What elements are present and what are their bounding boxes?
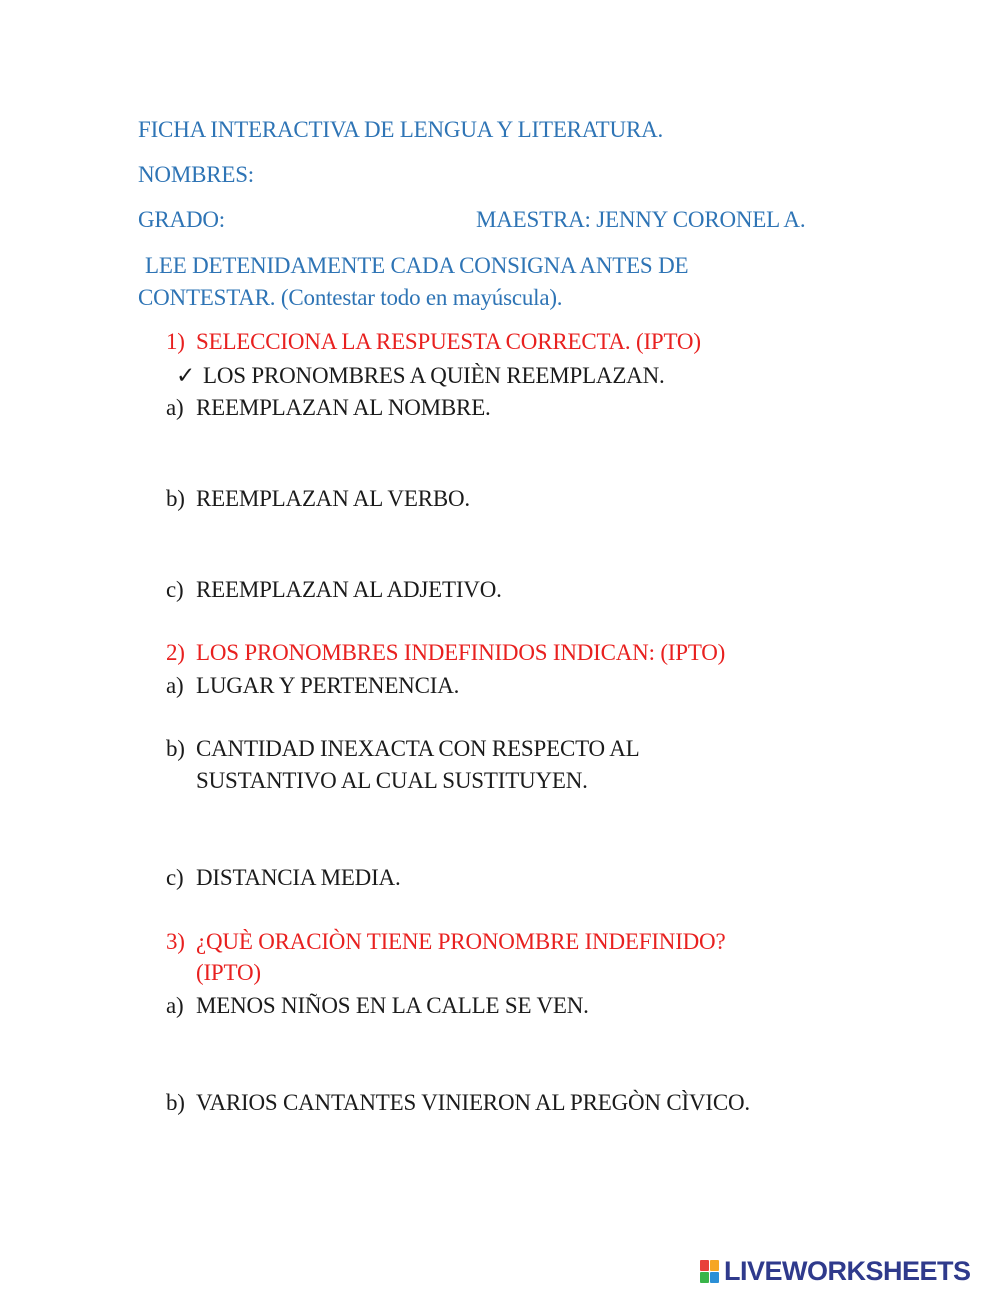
option-letter: a) bbox=[166, 673, 184, 698]
logo-block bbox=[710, 1260, 719, 1271]
instruction-main: CONTESTAR. bbox=[138, 285, 276, 310]
option-letter: c) bbox=[166, 865, 184, 890]
logo-icon bbox=[700, 1260, 719, 1283]
instruction-line-1: LEE DETENIDAMENTE CADA CONSIGNA ANTES DE bbox=[145, 253, 689, 278]
question-2-option-c[interactable] bbox=[166, 863, 401, 893]
question-1-option-a[interactable] bbox=[166, 393, 491, 423]
question-text: LOS PRONOMBRES INDEFINIDOS INDICAN: (IPTO) bbox=[196, 640, 726, 665]
option-letter: b) bbox=[166, 736, 185, 761]
question-number: 2) bbox=[166, 640, 185, 665]
logo-block bbox=[700, 1272, 709, 1283]
option-text: MENOS NIÑOS EN LA CALLE SE VEN. bbox=[196, 993, 589, 1018]
question-3-option-a[interactable] bbox=[166, 991, 589, 1021]
logo-block bbox=[710, 1272, 719, 1283]
names-label: NOMBRES: bbox=[138, 162, 254, 187]
question-number: 1) bbox=[166, 329, 185, 354]
question-3-prompt-continued: (IPTO) bbox=[196, 960, 261, 985]
logo-text: LIVEWORKSHEETS bbox=[724, 1255, 971, 1286]
option-text: CANTIDAD INEXACTA CON RESPECTO AL bbox=[196, 736, 640, 761]
option-letter: c) bbox=[166, 577, 184, 602]
question-3-prompt bbox=[166, 927, 725, 957]
option-text: REEMPLAZAN AL NOMBRE. bbox=[196, 395, 491, 420]
option-text: LUGAR Y PERTENENCIA. bbox=[196, 673, 460, 698]
question-1-option-b[interactable] bbox=[166, 484, 470, 514]
question-1-sub-prompt bbox=[176, 361, 665, 391]
question-number: 3) bbox=[166, 929, 185, 954]
grade-label: GRADO: bbox=[138, 207, 225, 232]
question-2-option-b[interactable] bbox=[166, 734, 639, 764]
option-letter: b) bbox=[166, 1090, 185, 1115]
question-text: ¿QUÈ ORACIÒN TIENE PRONOMBRE INDEFINIDO? bbox=[196, 929, 726, 954]
logo-block bbox=[700, 1260, 709, 1271]
option-letter: b) bbox=[166, 486, 185, 511]
question-3-option-b[interactable] bbox=[166, 1088, 750, 1118]
option-letter: a) bbox=[166, 993, 184, 1018]
option-text: VARIOS CANTANTES VINIERON AL PREGÒN CÌVICO. bbox=[196, 1090, 750, 1115]
checkmark-icon: ✓ bbox=[176, 363, 196, 388]
sub-prompt-text: LOS PRONOMBRES A QUIÈN REEMPLAZAN. bbox=[203, 363, 665, 388]
liveworksheets-logo bbox=[700, 1253, 971, 1289]
teacher-label: MAESTRA: JENNY CORONEL A. bbox=[476, 207, 806, 232]
question-2-prompt bbox=[166, 638, 725, 668]
question-1-option-c[interactable] bbox=[166, 575, 502, 605]
option-text: REEMPLAZAN AL VERBO. bbox=[196, 486, 470, 511]
instruction-note: (Contestar todo en mayúscula). bbox=[280, 285, 563, 310]
question-1-prompt bbox=[166, 327, 701, 357]
option-text: REEMPLAZAN AL ADJETIVO. bbox=[196, 577, 502, 602]
question-2-option-b-continued: SUSTANTIVO AL CUAL SUSTITUYEN. bbox=[196, 768, 588, 793]
instruction-line-2 bbox=[138, 283, 562, 313]
worksheet-title: FICHA INTERACTIVA DE LENGUA Y LITERATURA. bbox=[138, 117, 664, 142]
question-text: SELECCIONA LA RESPUESTA CORRECTA. (IPTO) bbox=[196, 329, 701, 354]
option-letter: a) bbox=[166, 395, 184, 420]
question-2-option-a[interactable] bbox=[166, 671, 459, 701]
option-text: DISTANCIA MEDIA. bbox=[196, 865, 401, 890]
